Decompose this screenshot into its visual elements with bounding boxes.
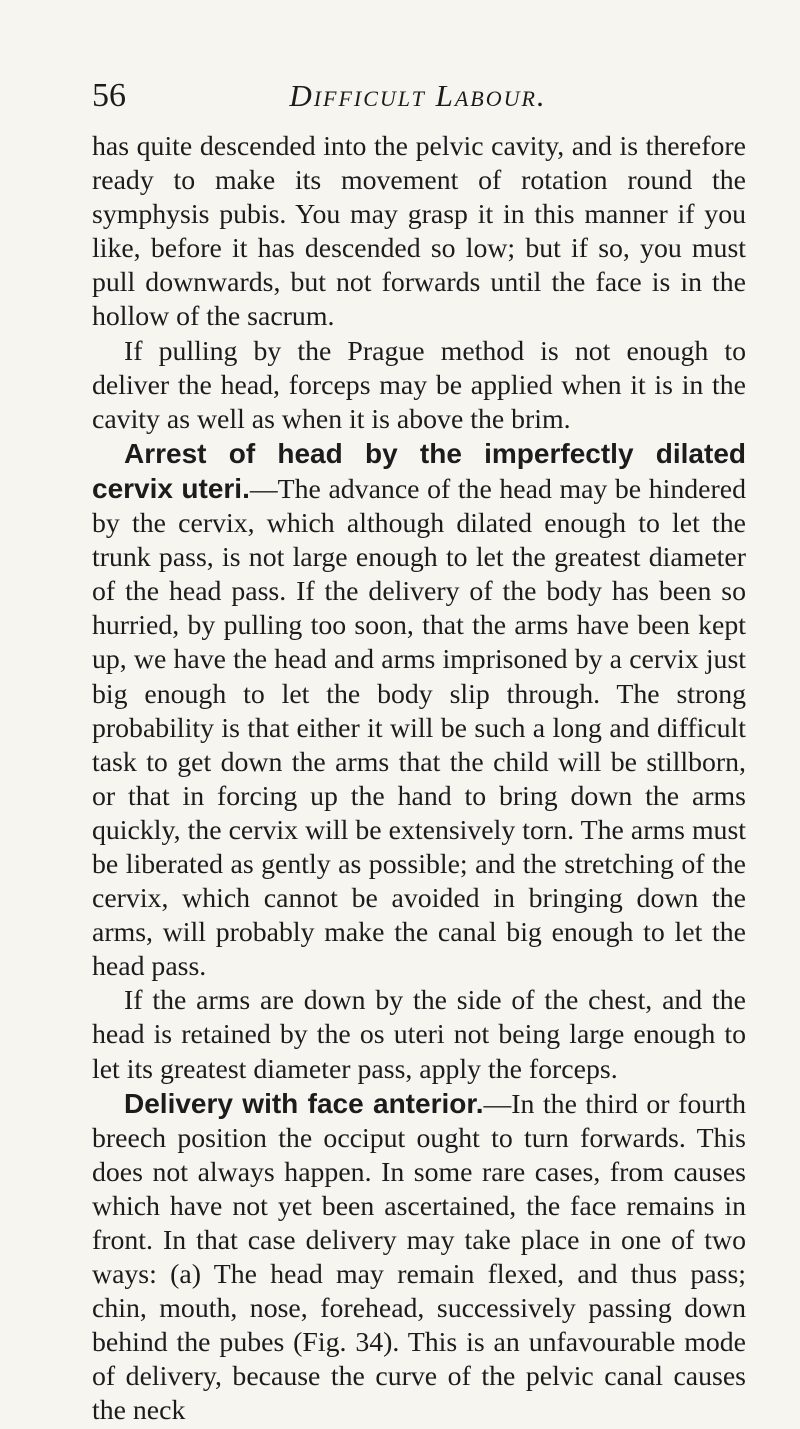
body-text — [92, 130, 746, 1429]
running-title: Difficult Labour. — [289, 78, 547, 113]
paragraph-forceps-in-cavity — [92, 335, 746, 437]
page-number: 56 — [92, 77, 126, 114]
paragraph-text: has quite descended into the pelvic cavity, and is therefore ready to make its movement of rotation round the symphysis pubis. You may grasp it in this manner if you like, before it has descended so low; but if so, you must pull downwards, but not forwards until the face is in the hollow of the sacrum. — [92, 131, 746, 333]
paragraph-text: —In the third or fourth breech position the occiput ought to turn forwards. This does not always happen. In some rare cases, from causes which have not yet been ascertained, the face remains in front. In that case delivery may take place in one of two ways: (a) The head may remain flexed, and thus pass; chin, mouth, nose, forehead, successively passing down behind the pubes (Fig. 34). This is an unfavourable mode of delivery, because the curve of the pelvic canal causes the neck — [92, 1088, 747, 1427]
paragraph-continuation — [92, 130, 746, 335]
paragraph-arrest-of-head — [92, 437, 746, 985]
page-header — [92, 74, 744, 118]
section-heading: Delivery with face anterior. — [124, 1087, 484, 1119]
paragraph-text: If the arms are down by the side of the chest, and the head is retained by the os uteri not being large enough to let its greatest diameter pass, apply the forceps. — [92, 985, 746, 1085]
paragraph-text: If pulling by the Prague method is not enough to deliver the head, forceps may be applied when it is in the cavity as well as when it is above the brim. — [92, 335, 746, 435]
paragraph-face-anterior — [92, 1087, 746, 1429]
section-heading: Arrest of head by the imperfectly dilated cervix uteri. — [92, 437, 746, 504]
paragraph-text: —The advance of the head may be hindered by the cervix, which although dilated enough to let the trunk pass, is not large enough to let the greatest diameter of the head pass. If the delivery of the body has been so hurried, by pulling too soon, that the arms have been kept up, we have the head and arms imprisoned by a cervix just big enough to let the body slip through. The strong probability is that either it will be such a long and difficult task to get down the arms that the child will be stillborn, or that in forcing up the hand to bring down the arms quickly, the cervix will be extensively torn. The arms must be liberated as gently as possible; and the stretching of the cervix, which cannot be avoided in bringing down the arms, will probably make the canal big enough to let the head pass. — [92, 473, 746, 983]
paragraph-arms-down — [92, 984, 746, 1086]
